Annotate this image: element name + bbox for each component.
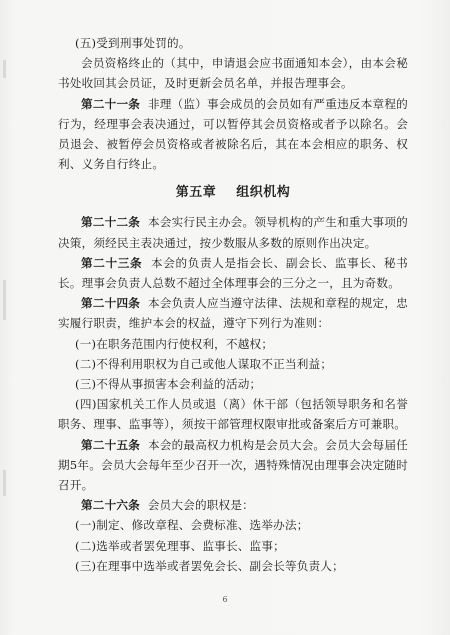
article-label: 第二十六条 [81,498,140,513]
article-23 [58,253,408,293]
page-number: 6 [222,595,228,604]
scan-artifact [3,280,6,320]
article-text: 会员大会的职权是： [147,498,254,513]
list-item: (三)在理事中选举或者罢免会长、副会长等负责人； [75,558,344,573]
article-label: 第二十三条 [81,255,143,270]
article-text: 本会的负责人是指会长、副会长、监事长、秘书长。理事会负责人总数不超过全体理事会的三分之一，且为奇数。 [58,255,408,291]
list-item: (一)制定、修改章程、会费标准、选举办法； [75,518,309,533]
article-text: 本会负责人应当遵守法律、法规和章程的规定，忠实履行职责，维护本会的权益，遵守下列行为准则： [58,296,408,331]
article-text: 本会的最高权力机构是会员大会。会员大会每届任期5年。会员大会每年至少召开一次，遇特殊情况由理事会决定随时召开。 [58,437,408,493]
document-body [58,33,408,576]
chapter-number: 第五章 [175,185,217,201]
list-item: (二)选举或者罢免理事、监事长、监事； [75,538,285,553]
article-26 [58,495,408,515]
article-label: 第二十二条 [81,215,141,230]
list-item: (五)受到刑事处罚的。 [75,36,191,50]
chapter-heading [58,182,408,204]
scan-artifact [3,60,6,78]
chapter-title: 组织机构 [236,185,291,201]
list-item: (三)不得从事损害本会利益的活动； [75,377,262,392]
article-label: 第二十五条 [81,437,141,452]
article-21 [58,94,408,175]
article-label: 第二十一条 [81,96,141,111]
list-item: (四)国家机关工作人员或退（离）休干部（包括领导职务和名誉职务、理事、监事等），须按干部管理权限审批或备案后方可兼职。 [58,397,408,432]
paragraph-membership-end: 会员资格终止的（其中，申请退会应书面通知本会），由本会秘书处收回其会员证，及时更新会员名单，并报告理事会。 [58,56,408,91]
list-item: (二)不得利用职权为自己或他人谋取不正当利益； [75,356,333,371]
article-text: 本会实行民主办会。领导机构的产生和重大事项的决策，须经民主表决通过，按少数服从多数的原则作出决定。 [58,215,408,250]
list-item: (一)在职务范围内行使权利，不越权； [75,336,274,351]
article-label: 第二十四条 [81,296,141,311]
article-25 [58,435,408,496]
article-text: 非理（监）事会成员的会员如有严重违反本章程的行为，经理事会表决通过，可以暂停其会员资格或者予以除名。会员退会、被暂停会员资格或者被除名后，其在本会相应的职务、权利、义务自行终止。 [58,96,408,172]
article-24 [58,293,408,333]
article-22 [58,212,408,252]
scan-artifact [3,470,6,496]
